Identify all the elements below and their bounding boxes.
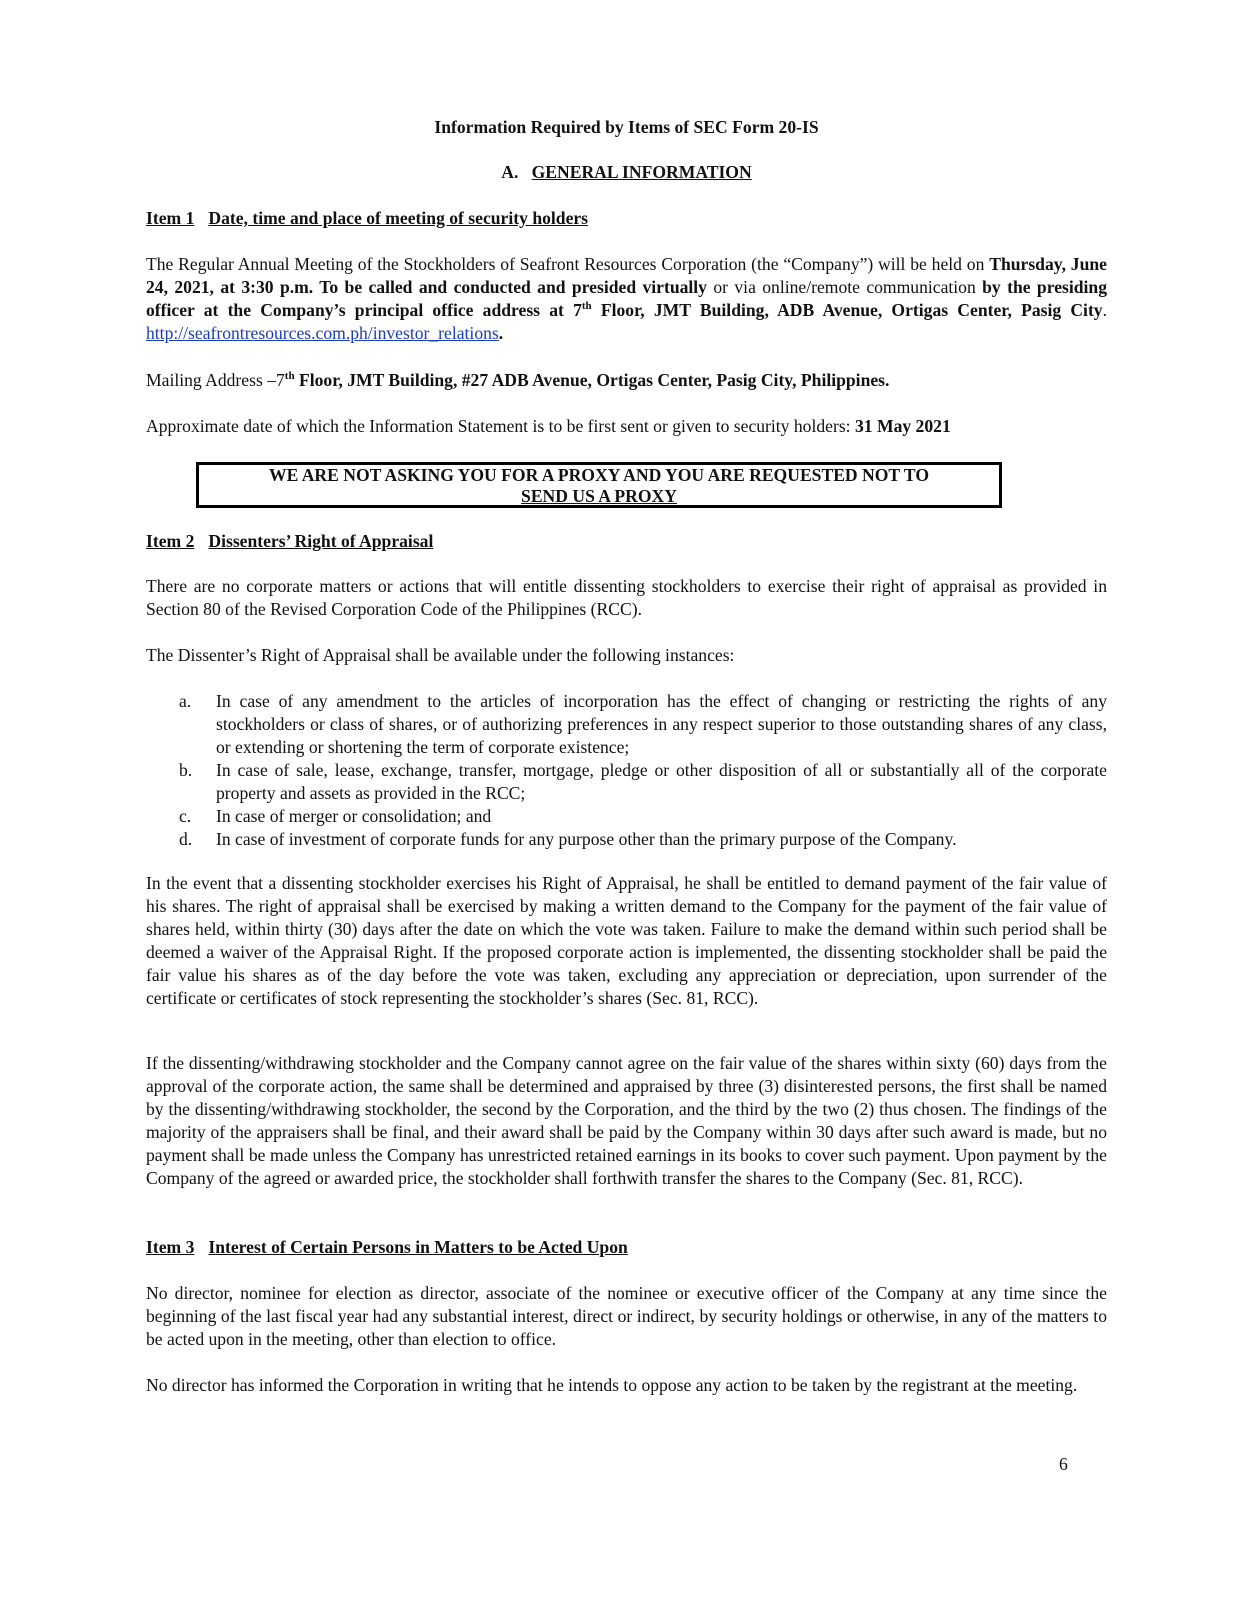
proxy-notice-line-1: WE ARE NOT ASKING YOU FOR A PROXY AND YOU ARE REQUESTED NOT TO (268, 465, 930, 485)
list-item (146, 690, 1107, 759)
section-heading (146, 161, 1107, 184)
page-title: Information Required by Items of SEC Form 20-IS (434, 117, 819, 137)
meeting-text-2: or via online/remote communication (706, 277, 983, 297)
item2-heading (146, 530, 433, 553)
proxy-notice-line-2: SEND US A PROXY (521, 486, 677, 506)
meeting-text-1: The Regular Annual Meeting of the Stockholders of Seafront Resources Corporation (the “Company”) will be held on (146, 254, 990, 274)
item3-paragraph-2: No director has informed the Corporation in writing that he intends to oppose any action to be taken by the registrant at the meeting. (146, 1375, 1078, 1395)
item2-paragraph-1: There are no corporate matters or actions that will entitle dissenting stockholders to exercise their right of appraisal as provided in Section 80 of the Revised Corporation Code of the Philippines (RCC). (146, 576, 1107, 619)
meeting-address-text-2: Floor, JMT Building, ADB Avenue, Ortigas Center, Pasig City (591, 300, 1103, 320)
item2-paragraph-4: If the dissenting/withdrawing stockholder and the Company cannot agree on the fair value of the shares within sixty (60) days from the approval of the corporate action, the same shall be determined and appraised by three (3) disinterested persons, the first shall be named by the dissenting/withdrawing stockholder, the second by the Corporation, and the third by the two (2) thus chosen. The findings of the majority of the appraisers shall be final, and their award shall be paid by the Company within 30 days after such award is made, but no payment shall be made unless the Company has unrestricted retained earnings in its books to cover such payment. Upon payment by the Company of the agreed or awarded price, the stockholder shall forthwith transfer the shares to the Company (Sec. 81, RCC). (146, 1053, 1107, 1188)
list-marker: d. (179, 829, 193, 849)
meeting-address-text-1: by the presiding officer at the Company’s principal office address at 7 (146, 277, 1107, 320)
meeting-text-end: . (498, 323, 504, 343)
meeting-address-sup: th (581, 300, 592, 313)
approx-date-paragraph (146, 415, 1107, 438)
meeting-date-text: Thursday, June 24, 2021, at 3:30 p.m. To be called and conducted and presided virtually (146, 254, 1107, 297)
list-item-text: In case of any amendment to the articles of incorporation has the effect of changing or restricting the rights of any stockholders or class of shares, or of authorizing preferences in any respect superior to those outstanding shares of any class, or extending or shortening the term of corporate existence; (216, 691, 1107, 757)
approx-date-value: 31 May 2021 (854, 416, 951, 436)
list-marker: c. (179, 806, 192, 826)
mailing-address: Floor, JMT Building, #27 ADB Avenue, Ortigas Center, Pasig City, Philippines. (294, 370, 890, 390)
investor-relations-link[interactable]: http://seafrontresources.com.ph/investor_relations (146, 323, 499, 343)
approx-date-label: Approximate date of which the Information Statement is to be first sent or given to security holders: (146, 416, 855, 436)
meeting-text-3: . (1102, 300, 1108, 320)
item3-heading (146, 1236, 628, 1259)
list-item (146, 759, 1107, 805)
section-label: GENERAL INFORMATION (531, 162, 752, 182)
item2-paragraph-2: The Dissenter’s Right of Appraisal shall be available under the following instances: (146, 645, 735, 665)
item2-title: Dissenters’ Right of Appraisal (208, 531, 434, 551)
item1-meeting-paragraph (146, 253, 1107, 345)
mailing-sup: th (284, 370, 295, 383)
list-marker: b. (179, 760, 193, 780)
item3-number: Item 3 (146, 1237, 195, 1257)
item1-number: Item 1 (146, 208, 195, 228)
item3-title: Interest of Certain Persons in Matters to be Acted Upon (208, 1237, 628, 1257)
mailing-label: Mailing Address –7 (146, 370, 285, 390)
list-item (146, 805, 1107, 828)
item1-title: Date, time and place of meeting of security holders (208, 208, 589, 228)
list-item-text: In case of sale, lease, exchange, transfer, mortgage, pledge or other disposition of all or substantially all of the corporate property and assets as provided in the RCC; (216, 760, 1107, 803)
mailing-address-paragraph (146, 369, 1107, 392)
list-item-text: In case of investment of corporate funds for any purpose other than the primary purpose of the Company. (216, 829, 957, 849)
item3-paragraph-1: No director, nominee for election as director, associate of the nominee or executive officer of the Company at any time since the beginning of the last fiscal year had any substantial interest, direct or indirect, by security holdings or otherwise, in any of the matters to be acted upon in the meeting, other than election to office. (146, 1283, 1107, 1349)
page-number: 6 (1059, 1454, 1068, 1474)
item1-heading (146, 207, 588, 230)
list-marker: a. (179, 691, 192, 711)
appraisal-instances-list (146, 690, 1107, 851)
section-marker: A. (501, 162, 519, 182)
item2-number: Item 2 (146, 531, 195, 551)
no-proxy-notice-box (196, 462, 1002, 508)
list-item (146, 828, 1107, 851)
list-item-text: In case of merger or consolidation; and (216, 806, 492, 826)
item2-paragraph-3: In the event that a dissenting stockholder exercises his Right of Appraisal, he shall be entitled to demand payment of the fair value of his shares. The right of appraisal shall be exercised by making a written demand to the Company for the payment of the fair value of shares held, within thirty (30) days after the date on which the vote was taken. Failure to make the demand within such period shall be deemed a waiver of the Appraisal Right. If the proposed corporate action is implemented, the dissenting stockholder shall be paid the fair value his shares as of the day before the vote was taken, excluding any appreciation or depreciation, upon surrender of the certificate or certificates of stock representing the stockholder’s shares (Sec. 81, RCC). (146, 873, 1107, 1008)
